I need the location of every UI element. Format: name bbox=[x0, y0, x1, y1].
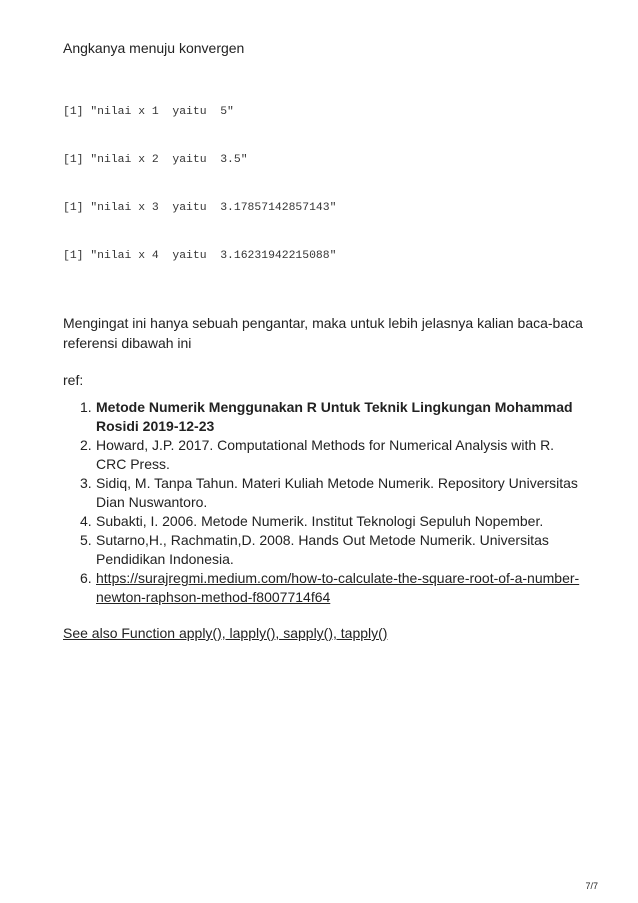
document-body bbox=[63, 38, 583, 643]
code-line: [1] "nilai x 2 yaitu 3.5" bbox=[63, 154, 248, 166]
reference-number: 4. bbox=[80, 513, 92, 529]
reference-item bbox=[63, 531, 583, 569]
reference-item bbox=[63, 569, 583, 607]
references-label: ref: bbox=[63, 372, 84, 388]
reference-item bbox=[63, 474, 583, 512]
reference-text: Subakti, I. 2006. Metode Numerik. Institut Teknologi Sepuluh Nopember. bbox=[96, 513, 544, 529]
reference-number: 1. bbox=[80, 399, 92, 415]
explanation-paragraph: Mengingat ini hanya sebuah pengantar, maka untuk lebih jelasnya kalian baca-baca referensi dibawah ini bbox=[63, 315, 583, 351]
see-also-link[interactable]: See also Function apply(), lapply(), sapply(), tapply() bbox=[63, 625, 388, 641]
reference-number: 6. bbox=[80, 570, 92, 586]
page-number: 7/7 bbox=[585, 881, 598, 891]
reference-number: 5. bbox=[80, 532, 92, 548]
reference-text: Sutarno,H., Rachmatin,D. 2008. Hands Out Metode Numerik. Universitas Pendidikan Indonesia. bbox=[96, 532, 549, 567]
references-list bbox=[63, 398, 583, 607]
reference-item bbox=[63, 398, 583, 436]
reference-text: Howard, J.P. 2017. Computational Methods for Numerical Analysis with R. CRC Press. bbox=[96, 437, 555, 472]
reference-link[interactable]: https://surajregmi.medium.com/how-to-calculate-the-square-root-of-a-number-newton-raphson-method-f8007714f64 bbox=[96, 570, 580, 605]
reference-text: Metode Numerik Menggunakan R Untuk Teknik Lingkungan Mohammad Rosidi 2019-12-23 bbox=[96, 399, 573, 434]
code-line: [1] "nilai x 3 yaitu 3.17857142857143" bbox=[63, 202, 337, 214]
code-line: [1] "nilai x 4 yaitu 3.16231942215088" bbox=[63, 250, 337, 262]
code-line: [1] "nilai x 1 yaitu 5" bbox=[63, 106, 234, 118]
reference-item bbox=[63, 512, 583, 531]
reference-number: 2. bbox=[80, 437, 92, 453]
code-output-block bbox=[63, 72, 583, 296]
reference-item bbox=[63, 436, 583, 474]
reference-text: Sidiq, M. Tanpa Tahun. Materi Kuliah Metode Numerik. Repository Universitas Dian Nuswantoro. bbox=[96, 475, 578, 510]
intro-text: Angkanya menuju konvergen bbox=[63, 40, 245, 56]
reference-number: 3. bbox=[80, 475, 92, 491]
